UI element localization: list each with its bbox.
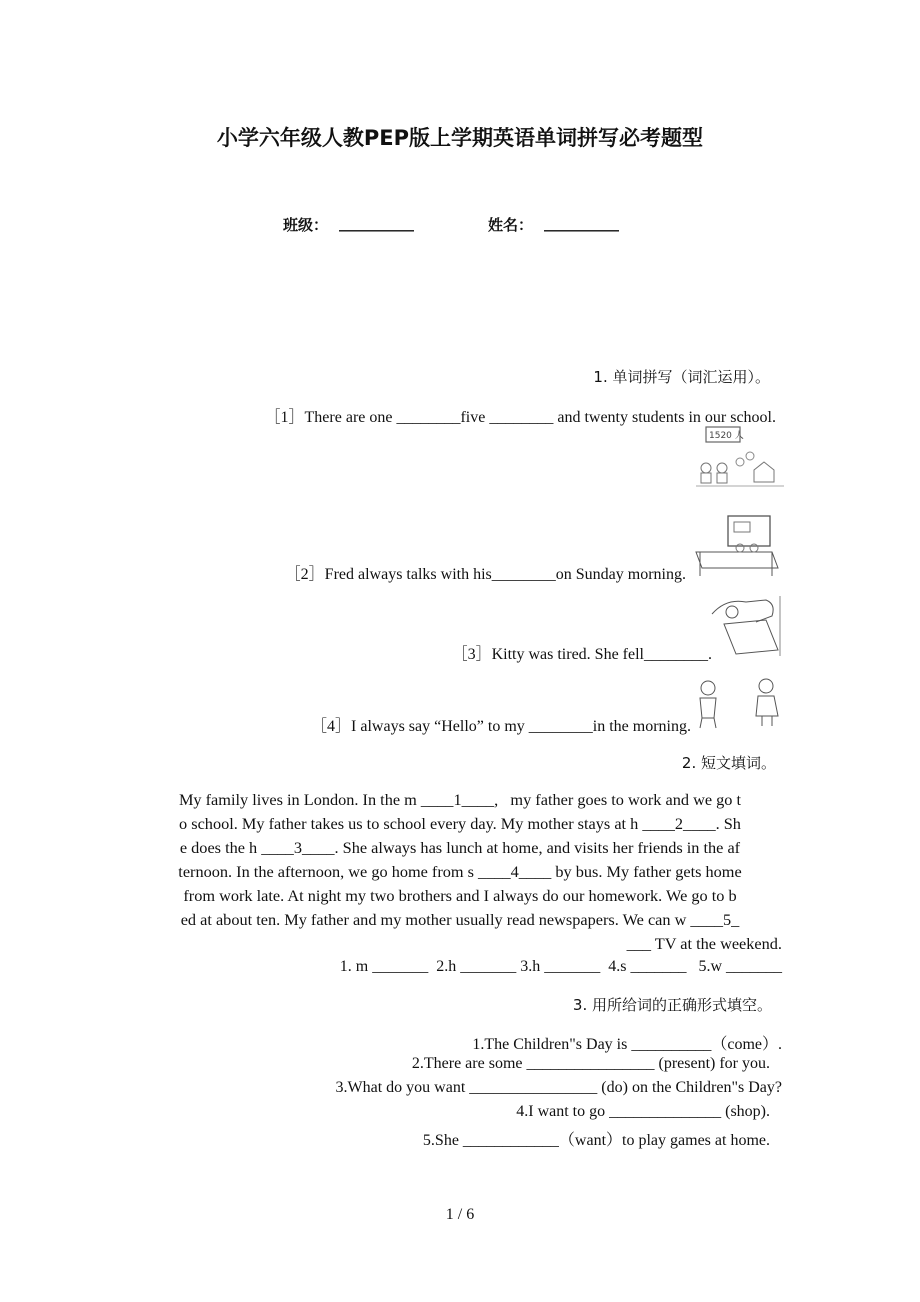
section3-item-1: 1.The Children"s Day is __________（come）. <box>472 1036 782 1053</box>
section3-item-2: 2.There are some ________________ (present) for you. <box>411 1055 770 1072</box>
picture-label: 1520 人 <box>709 431 744 441</box>
section1-item-4: ［4］I always say “Hello” to my ________in the morning. <box>311 718 691 735</box>
class-blank: __________ <box>339 214 414 232</box>
name-label: 姓名： <box>488 216 534 234</box>
passage-line: ___ TV at the weekend. <box>626 934 782 953</box>
passage-line: e does the h ____3____. She always has lunch at home, and visits her friends in the af <box>179 838 741 857</box>
section3-item-4: 4.I want to go ______________ (shop). <box>516 1103 770 1120</box>
name-blank: __________ <box>544 214 619 232</box>
family-picture <box>692 512 784 578</box>
section3-item-5: 5.She ____________（want）to play games at home. <box>422 1132 770 1149</box>
section3-heading: 3. 用所给词的正确形式填空。 <box>572 996 772 1014</box>
section2-heading: 2. 短文填词。 <box>681 754 776 772</box>
passage-line: ed at about ten. My father and my mother usually read newspapers. We can w ____5_ <box>180 910 740 929</box>
section3-item-3: 3.What do you want ________________ (do) on the Children"s Day? <box>335 1079 782 1096</box>
page-number: 1 / 6 <box>445 1206 475 1223</box>
students-picture <box>694 424 786 494</box>
section1-item-1: ［1］There are one ________five ________ and twenty students in our school. <box>264 409 776 426</box>
section1-item-2: ［2］Fred always talks with his________on Sunday morning. <box>284 566 686 583</box>
section1-heading: 1. 单词拼写（词汇运用）。 <box>593 368 770 386</box>
passage-line: o school. My father takes us to school every day. My mother stays at h ____2____. Sh <box>179 814 741 833</box>
sleeping-picture <box>706 594 784 658</box>
passage-line: ternoon. In the afternoon, we go home from s ____4____ by bus. My father gets home <box>178 862 742 881</box>
passage-line: My family lives in London. In the m ____1____, my father goes to work and we go t <box>178 790 742 809</box>
passage <box>138 788 782 956</box>
section1-item-3: ［3］Kitty was tired. She fell________. <box>451 646 712 663</box>
page-title: 小学六年级人教PEP版上学期英语单词拼写必考题型 <box>216 126 704 150</box>
passage-line: from work late. At night my two brothers and I always do our homework. We go to b <box>183 886 737 905</box>
class-label: 班级： <box>283 216 329 234</box>
section2-answers: 1. m _______ 2.h _______ 3.h _______ 4.s _______ 5.w _______ <box>339 958 782 975</box>
greeting-picture <box>694 674 784 730</box>
